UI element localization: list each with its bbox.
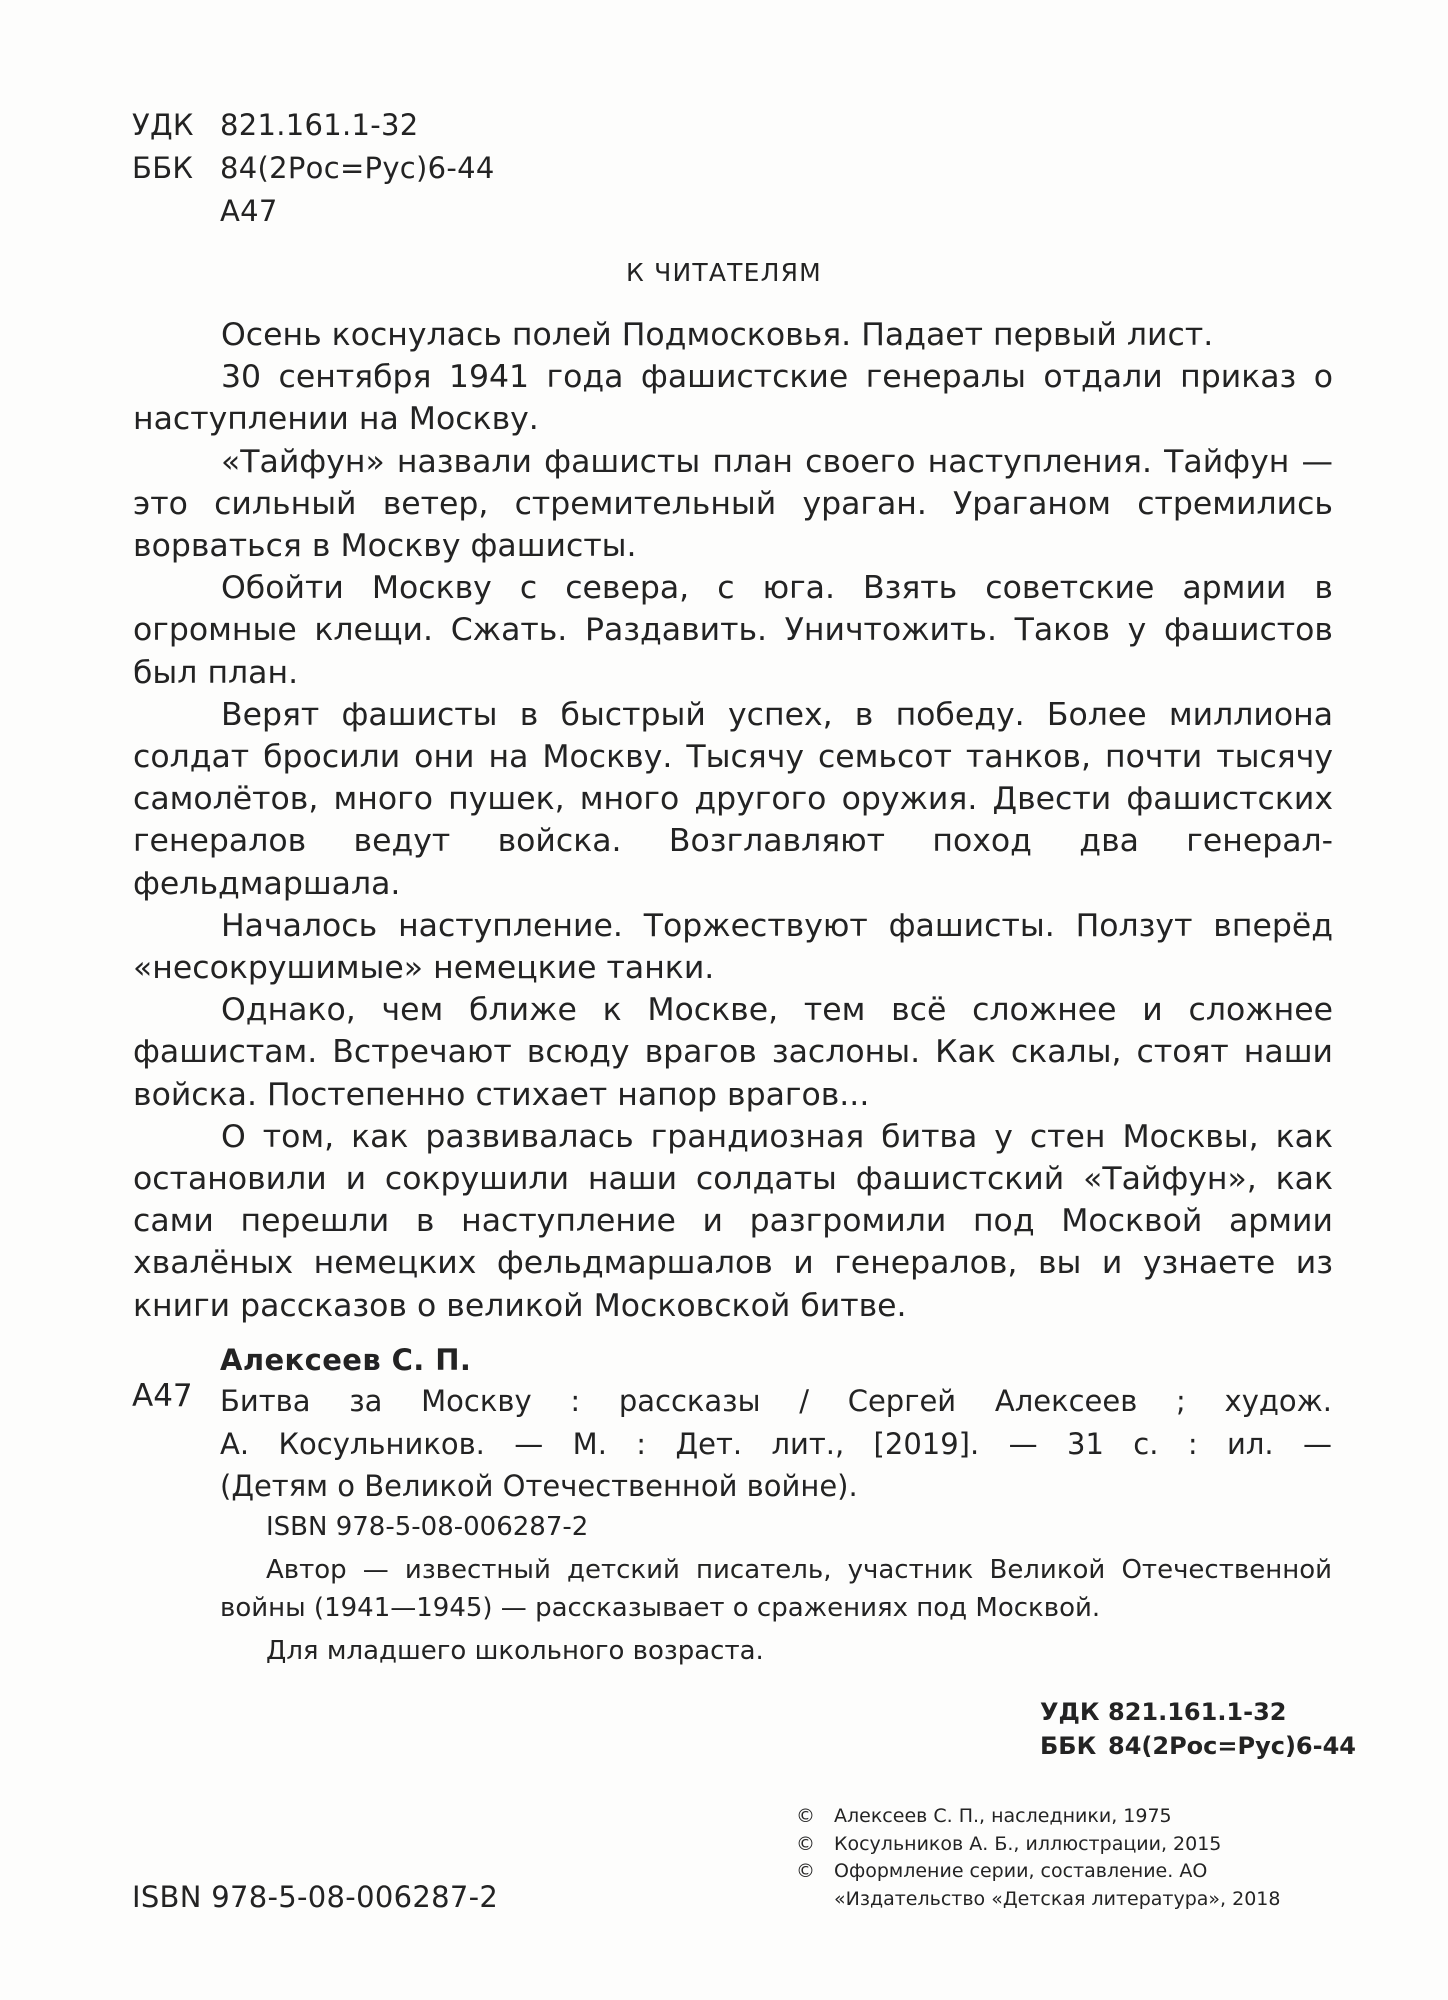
bbk-label: ББК [132, 151, 194, 185]
intro-paragraph: Осень коснулась полей Подмосковья. Падает первый лист. [221, 317, 1214, 353]
card-cipher: А47 [132, 1378, 193, 1414]
audience-text: Для младшего школьного возраста. [266, 1636, 764, 1666]
copyright-text: Алексеев С. П., наследники, 1975 [834, 1805, 1172, 1827]
intro-paragraph: Однако, чем ближе к Москве, тем всё сложнее и сложнее фашистам. Встречают всюду врагов заслоны. Как скалы, стоят наши войска. Постепенно стихает напор врагов... [133, 992, 1333, 1113]
bbk-value: 84(2Рос=Рус)6-44 [220, 151, 495, 185]
udk-label: УДК [132, 108, 194, 142]
card-udk-value: 821.161.1-32 [1108, 1698, 1287, 1726]
copyright-symbol: © [796, 1860, 815, 1882]
copyright-line [796, 1831, 1361, 1859]
footer-isbn: ISBN 978-5-08-006287-2 [132, 1880, 499, 1914]
intro-paragraph: Обойти Москву с севера, с юга. Взять советские армии в огромные клещи. Сжать. Раздавить. Уничтожить. Таков у фашистов был план. [133, 570, 1333, 691]
classification-block [132, 104, 495, 233]
card-description [220, 1380, 1332, 1508]
card-classification [1040, 1695, 1356, 1763]
copyright-text: Косульников А. Б., иллюстрации, 2015 [834, 1832, 1222, 1855]
copyright-symbol: © [796, 1805, 815, 1827]
intro-paragraph: «Тайфун» назвали фашисты план своего наступления. Тайфун — это сильный ветер, стремительный ураган. Ураганом стремились ворваться в Москву фашисты. [133, 443, 1333, 565]
card-bbk-label: ББК [1040, 1732, 1097, 1760]
intro-paragraph: Верят фашисты в быстрый успех, в победу. Более миллиона солдат бросили они на Москву. Тысячу семьсот танков, почти тысячу самолётов, много пушек, много другого оружия. Двести фашистских генералов ведут войска. Возглавляют поход два генерал-фельдмаршала. [133, 696, 1333, 902]
intro-paragraph: 30 сентября 1941 года фашистские генералы отдали приказ о наступлении на Москву. [133, 359, 1333, 438]
intro-heading-text: К ЧИТАТЕЛЯМ [626, 258, 822, 287]
intro-paragraph: Началось наступление. Торжествуют фашисты. Ползут вперёд «несокрушимые» немецкие танки. [133, 907, 1333, 987]
author-cipher: А47 [220, 194, 278, 228]
annotation-text: Автор — известный детский писатель, участник Великой Отечественной войны (1941—1945) — рассказывает о сражениях под Москвой. [220, 1555, 1332, 1623]
card-udk-label: УДК [1040, 1698, 1100, 1726]
copyright-symbol: © [796, 1832, 815, 1855]
card-description-line: А. Косульников. — М. : Дет. лит., [2019]. — 31 с. : ил. — [220, 1426, 1332, 1461]
card-description-line: Битва за Москву : рассказы / Сергей Алексеев ; худож. [220, 1384, 1332, 1418]
card-bbk-value: 84(2Рос=Рус)6-44 [1108, 1732, 1356, 1760]
card-annotation [220, 1552, 1332, 1671]
copyright-line [796, 1803, 1361, 1831]
card-description-line: (Детям о Великой Отечественной войне). [220, 1469, 858, 1503]
intro-text [133, 314, 1333, 1327]
copyright-block [796, 1803, 1361, 1913]
copyright-text: Оформление серии, составление. АО «Издательство «Детская литература», 2018 [834, 1860, 1281, 1910]
intro-paragraph: О том, как развивалась грандиозная битва у стен Москвы, как остановили и сокрушили наши солдаты фашистский «Тайфун», как сами перешли в наступление и разгромили под Москвой армии хвалёных немецких фельдмаршалов и генералов, вы и узнаете из книги рассказов о великой Московской битве. [133, 1118, 1333, 1324]
udk-value: 821.161.1-32 [220, 108, 419, 142]
card-isbn: ISBN 978-5-08-006287-2 [266, 1512, 589, 1542]
copyright-line [796, 1858, 1361, 1913]
card-author: Алексеев С. П. [220, 1343, 472, 1377]
intro-heading [0, 258, 1448, 287]
